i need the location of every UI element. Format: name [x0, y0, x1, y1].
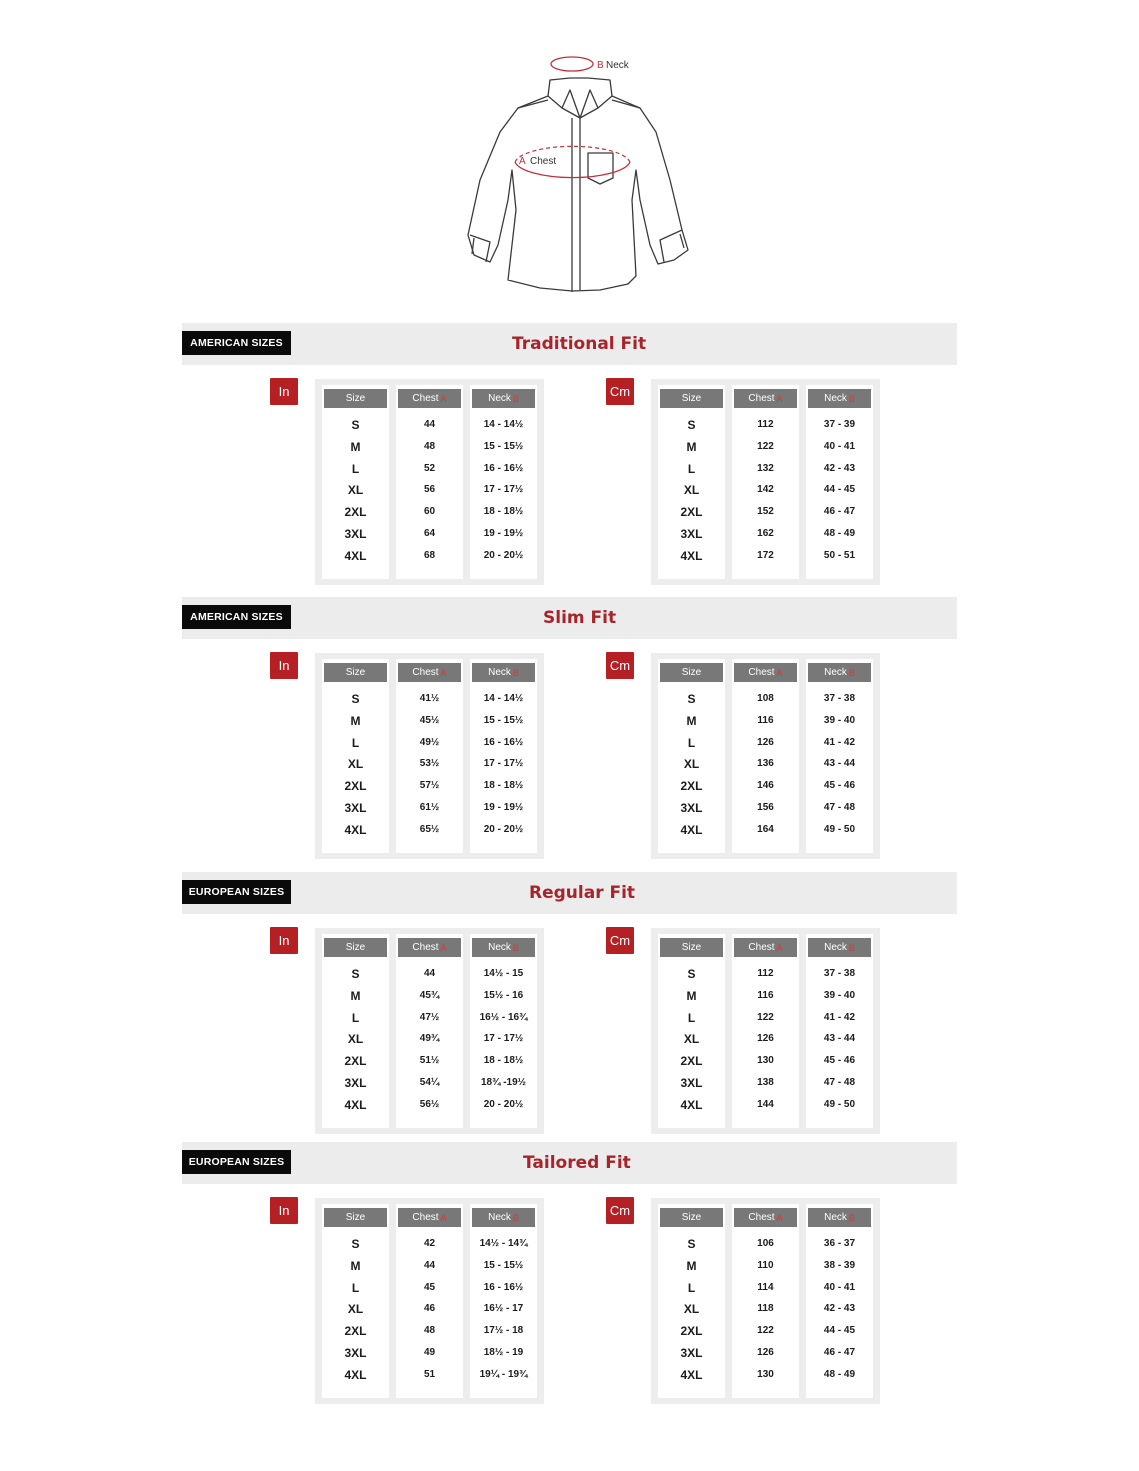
column-size — [322, 934, 389, 1128]
size-table-cm — [651, 653, 880, 859]
table-cell: 65½ — [419, 823, 440, 835]
column-neck — [806, 385, 873, 579]
table-cell: 3XL — [680, 527, 703, 541]
table-cell: 116 — [757, 714, 774, 726]
neck-measure-ellipse — [551, 57, 593, 71]
table-cell: 16½ - 17 — [483, 1303, 524, 1315]
table-cell: 4XL — [344, 1367, 367, 1382]
table-cell: 44 — [423, 968, 436, 979]
table-cell: 2XL — [344, 1324, 367, 1339]
table-cell: 2XL — [344, 505, 367, 520]
table-cell: 38 - 39 — [823, 1259, 856, 1271]
region-tag: AMERICAN SIZES — [182, 605, 291, 629]
region-tag: EUROPEAN SIZES — [182, 1150, 291, 1174]
table-cell: 17 - 17½ — [483, 758, 524, 770]
table-cell: XL — [683, 1032, 700, 1047]
header-marker: B — [848, 942, 855, 953]
table-cell: L — [351, 735, 360, 750]
table-cell: 45½ — [419, 714, 440, 726]
size-table-cm — [651, 379, 880, 585]
header-marker: B — [512, 667, 519, 678]
table-cell: 68 — [423, 549, 436, 561]
table-cell: 172 — [757, 549, 774, 561]
header-marker: B — [848, 393, 855, 404]
table-cell: 15 - 15½ — [483, 1259, 524, 1271]
table-cell: 46 - 47 — [823, 506, 856, 518]
column-header-neck — [472, 663, 535, 682]
column-header-chest — [398, 389, 461, 408]
column-neck — [470, 385, 537, 579]
table-cell: 45¾ — [419, 989, 440, 1001]
table-cell: 122 — [757, 1325, 774, 1337]
table-cell: 48 - 49 — [823, 528, 856, 539]
column-header-chest — [734, 938, 797, 957]
fit-title: Regular Fit — [529, 883, 636, 903]
table-cell: 39 - 40 — [823, 989, 856, 1001]
unit-inches-badge: In — [270, 927, 298, 954]
table-cell: XL — [347, 1302, 364, 1317]
table-cell: 37 - 39 — [823, 419, 856, 430]
column-header-size — [660, 1208, 723, 1227]
table-cell: 50 - 51 — [823, 549, 856, 561]
header-marker: B — [848, 1212, 855, 1223]
table-cell: 44 - 45 — [823, 484, 856, 496]
table-cell: S — [687, 418, 696, 432]
table-cell: 60 — [423, 506, 436, 518]
size-section — [182, 323, 957, 593]
column-header-neck — [472, 1208, 535, 1227]
table-cell: 132 — [757, 462, 774, 474]
table-cell: 18 - 18½ — [483, 780, 524, 792]
table-cell: 40 - 41 — [823, 440, 856, 452]
table-cell: XL — [683, 483, 700, 498]
column-header-size — [660, 938, 723, 957]
table-cell: S — [351, 1237, 360, 1251]
section-banner — [182, 323, 957, 365]
column-header-chest — [734, 663, 797, 682]
table-cell: 122 — [757, 1011, 774, 1023]
table-cell: 116 — [757, 989, 774, 1001]
column-chest — [732, 385, 799, 579]
table-cell: 45 - 46 — [823, 780, 856, 792]
table-cell: 15 - 15½ — [483, 714, 524, 726]
column-size — [658, 659, 725, 853]
table-cell: 14 - 14½ — [483, 693, 524, 704]
header-marker: A — [776, 667, 783, 678]
header-label: Size — [345, 667, 366, 678]
table-cell: 19¼ - 19¾ — [479, 1368, 528, 1380]
table-cell: XL — [347, 1032, 364, 1047]
table-cell: 56½ — [419, 1098, 440, 1110]
column-header-chest — [398, 663, 461, 682]
table-cell: XL — [347, 483, 364, 498]
table-cell: 4XL — [344, 822, 367, 837]
table-cell: 37 - 38 — [823, 693, 856, 704]
neck-letter: B — [597, 60, 604, 71]
column-header-size — [324, 389, 387, 408]
table-cell: 4XL — [680, 1367, 703, 1382]
column-chest — [732, 659, 799, 853]
column-neck — [470, 1204, 537, 1398]
table-cell: 17 - 17½ — [483, 484, 524, 496]
size-table-cm — [651, 1198, 880, 1404]
header-label: Size — [345, 393, 366, 404]
table-cell: 4XL — [680, 548, 703, 563]
size-table-cm — [651, 928, 880, 1134]
table-cell: 49 - 50 — [823, 1098, 856, 1110]
table-cell: 44 — [423, 419, 436, 430]
column-neck — [470, 659, 537, 853]
section-banner — [182, 597, 957, 639]
table-cell: 2XL — [680, 505, 703, 520]
table-cell: 19 - 19½ — [483, 802, 524, 813]
table-cell: 2XL — [680, 1054, 703, 1069]
fit-title: Tailored Fit — [523, 1153, 631, 1173]
table-cell: L — [351, 1280, 360, 1295]
table-cell: 19 - 19½ — [483, 528, 524, 539]
header-marker: A — [440, 393, 447, 404]
table-cell: 106 — [757, 1238, 774, 1249]
table-cell: 3XL — [680, 1346, 703, 1360]
table-cell: 47½ — [419, 1011, 440, 1023]
table-cell: 49 — [423, 1347, 436, 1358]
header-marker: A — [440, 942, 447, 953]
table-cell: 162 — [757, 528, 774, 539]
table-cell: 49½ — [419, 736, 440, 748]
table-cell: 3XL — [680, 801, 703, 815]
header-label: Neck — [488, 667, 511, 678]
table-cell: 15½ - 16 — [483, 989, 524, 1001]
table-cell: 16 - 16½ — [483, 462, 524, 474]
header-label: Chest — [412, 942, 439, 953]
column-header-chest — [398, 1208, 461, 1227]
table-cell: M — [350, 439, 361, 454]
table-cell: 108 — [757, 693, 774, 704]
table-cell: 37 - 38 — [823, 968, 856, 979]
unit-cm-badge: Cm — [606, 927, 634, 954]
header-marker: A — [776, 1212, 783, 1223]
header-marker: B — [848, 667, 855, 678]
header-label: Chest — [748, 393, 775, 404]
unit-inches-badge: In — [270, 652, 298, 679]
column-header-neck — [472, 389, 535, 408]
header-label: Chest — [412, 393, 439, 404]
column-header-size — [660, 663, 723, 682]
column-header-chest — [734, 1208, 797, 1227]
column-neck — [806, 659, 873, 853]
table-cell: 49¾ — [419, 1033, 440, 1045]
table-cell: 3XL — [344, 801, 367, 815]
column-chest — [732, 934, 799, 1128]
header-marker: A — [776, 942, 783, 953]
table-cell: 42 - 43 — [823, 462, 856, 474]
table-cell: 61½ — [419, 802, 440, 813]
table-cell: 14½ - 15 — [483, 968, 524, 979]
table-cell: 44 - 45 — [823, 1325, 856, 1337]
table-cell: XL — [683, 1302, 700, 1317]
table-cell: L — [687, 1010, 696, 1025]
table-cell: 46 - 47 — [823, 1347, 856, 1358]
table-cell: 4XL — [680, 822, 703, 837]
table-cell: M — [686, 1258, 697, 1273]
table-cell: M — [686, 988, 697, 1003]
table-cell: M — [350, 1258, 361, 1273]
header-marker: A — [440, 667, 447, 678]
column-header-neck — [808, 663, 871, 682]
header-label: Chest — [748, 667, 775, 678]
table-cell: 112 — [757, 419, 774, 430]
table-cell: 110 — [757, 1259, 774, 1271]
header-label: Neck — [488, 1212, 511, 1223]
header-label: Size — [681, 667, 702, 678]
header-label: Neck — [824, 667, 847, 678]
table-cell: 136 — [757, 758, 774, 770]
table-cell: 118 — [757, 1303, 774, 1315]
shirt-diagram — [460, 50, 700, 300]
table-cell: 51 — [423, 1368, 436, 1380]
table-cell: 142 — [757, 484, 774, 496]
table-cell: S — [351, 418, 360, 432]
table-cell: 51½ — [419, 1055, 440, 1067]
table-cell: M — [686, 439, 697, 454]
table-cell: 126 — [757, 1347, 774, 1358]
unit-cm-badge: Cm — [606, 652, 634, 679]
table-cell: 41 - 42 — [823, 736, 856, 748]
table-cell: 2XL — [680, 1324, 703, 1339]
table-cell: 14½ - 14¾ — [479, 1238, 528, 1249]
table-cell: 14 - 14½ — [483, 419, 524, 430]
table-cell: 144 — [757, 1098, 774, 1110]
table-cell: 44 — [423, 1259, 436, 1271]
table-cell: 48 — [423, 1325, 436, 1337]
column-chest — [396, 385, 463, 579]
table-cell: 3XL — [344, 1346, 367, 1360]
table-cell: 17½ - 18 — [483, 1325, 524, 1337]
table-cell: S — [687, 692, 696, 706]
table-cell: XL — [683, 757, 700, 772]
header-label: Chest — [748, 942, 775, 953]
column-header-size — [324, 1208, 387, 1227]
column-size — [658, 934, 725, 1128]
table-cell: 46 — [423, 1303, 436, 1315]
table-cell: 36 - 37 — [823, 1238, 856, 1249]
table-cell: 16 - 16½ — [483, 736, 524, 748]
column-chest — [396, 1204, 463, 1398]
table-cell: 4XL — [344, 548, 367, 563]
table-cell: 138 — [757, 1077, 774, 1088]
unit-cm-badge: Cm — [606, 1197, 634, 1224]
size-table-inches — [315, 1198, 544, 1404]
table-cell: 42 - 43 — [823, 1303, 856, 1315]
size-table-inches — [315, 379, 544, 585]
region-tag: AMERICAN SIZES — [182, 331, 291, 355]
table-cell: 53½ — [419, 758, 440, 770]
table-cell: 4XL — [680, 1097, 703, 1112]
table-cell: L — [687, 461, 696, 476]
table-cell: 43 - 44 — [823, 1033, 856, 1045]
table-cell: 64 — [423, 528, 436, 539]
column-header-size — [660, 389, 723, 408]
table-cell: 57½ — [419, 780, 440, 792]
table-cell: 3XL — [344, 527, 367, 541]
table-cell: S — [351, 967, 360, 981]
table-cell: 54¼ — [419, 1077, 440, 1088]
column-header-neck — [808, 938, 871, 957]
size-section — [182, 872, 957, 1142]
table-cell: S — [687, 967, 696, 981]
column-size — [658, 1204, 725, 1398]
size-section — [182, 597, 957, 867]
column-header-neck — [808, 1208, 871, 1227]
chest-label: Chest — [530, 156, 557, 167]
table-cell: 126 — [757, 736, 774, 748]
header-marker: A — [776, 393, 783, 404]
table-cell: 48 - 49 — [823, 1368, 856, 1380]
header-label: Size — [681, 393, 702, 404]
table-cell: 16 - 16½ — [483, 1281, 524, 1293]
size-table-inches — [315, 928, 544, 1134]
table-cell: M — [686, 713, 697, 728]
unit-cm-badge: Cm — [606, 378, 634, 405]
column-chest — [396, 934, 463, 1128]
table-cell: 45 - 46 — [823, 1055, 856, 1067]
chest-letter: A — [519, 156, 526, 167]
column-header-neck — [808, 389, 871, 408]
header-marker: A — [440, 1212, 447, 1223]
header-label: Neck — [488, 942, 511, 953]
table-cell: M — [350, 988, 361, 1003]
column-size — [322, 385, 389, 579]
table-cell: 52 — [423, 462, 436, 474]
header-label: Neck — [488, 393, 511, 404]
table-cell: L — [687, 735, 696, 750]
table-cell: 20 - 20½ — [483, 549, 524, 561]
table-cell: 3XL — [680, 1076, 703, 1090]
table-cell: L — [351, 461, 360, 476]
column-header-size — [324, 663, 387, 682]
table-cell: 130 — [757, 1055, 774, 1067]
neck-label: Neck — [606, 60, 629, 71]
column-header-chest — [734, 389, 797, 408]
column-size — [322, 1204, 389, 1398]
table-cell: 18½ - 19 — [483, 1347, 524, 1358]
header-label: Size — [681, 942, 702, 953]
table-cell: 43 - 44 — [823, 758, 856, 770]
header-label: Neck — [824, 942, 847, 953]
table-cell: 146 — [757, 780, 774, 792]
header-label: Chest — [412, 667, 439, 678]
table-cell: 41 - 42 — [823, 1011, 856, 1023]
column-chest — [732, 1204, 799, 1398]
table-cell: 18¾ -19½ — [480, 1077, 527, 1088]
size-table-inches — [315, 653, 544, 859]
table-cell: 49 - 50 — [823, 823, 856, 835]
table-cell: XL — [347, 757, 364, 772]
unit-inches-badge: In — [270, 1197, 298, 1224]
header-label: Size — [345, 1212, 366, 1223]
table-cell: 2XL — [680, 779, 703, 794]
header-label: Neck — [824, 1212, 847, 1223]
section-banner — [182, 872, 957, 914]
table-cell: 164 — [757, 823, 774, 835]
table-cell: 20 - 20½ — [483, 823, 524, 835]
shirt-outline-icon — [468, 78, 688, 292]
table-cell: 47 - 48 — [823, 802, 856, 813]
table-cell: 15 - 15½ — [483, 440, 524, 452]
table-cell: 40 - 41 — [823, 1281, 856, 1293]
column-header-size — [324, 938, 387, 957]
header-marker: B — [512, 942, 519, 953]
table-cell: S — [687, 1237, 696, 1251]
column-neck — [470, 934, 537, 1128]
column-size — [658, 385, 725, 579]
header-label: Chest — [748, 1212, 775, 1223]
column-neck — [806, 1204, 873, 1398]
table-cell: 41½ — [419, 693, 440, 704]
table-cell: 156 — [757, 802, 774, 813]
table-cell: 2XL — [344, 1054, 367, 1069]
table-cell: 3XL — [344, 1076, 367, 1090]
unit-inches-badge: In — [270, 378, 298, 405]
region-tag: EUROPEAN SIZES — [182, 880, 291, 904]
table-cell: 45 — [423, 1281, 436, 1293]
header-label: Size — [681, 1212, 702, 1223]
table-cell: 42 — [423, 1238, 436, 1249]
section-banner — [182, 1142, 957, 1184]
table-cell: 112 — [757, 968, 774, 979]
table-cell: 56 — [423, 484, 436, 496]
column-header-chest — [398, 938, 461, 957]
fit-title: Slim Fit — [543, 608, 617, 628]
column-chest — [396, 659, 463, 853]
table-cell: 126 — [757, 1033, 774, 1045]
column-header-neck — [472, 938, 535, 957]
table-cell: 18 - 18½ — [483, 1055, 524, 1067]
table-cell: 114 — [757, 1281, 774, 1293]
table-cell: 47 - 48 — [823, 1077, 856, 1088]
table-cell: 18 - 18½ — [483, 506, 524, 518]
table-cell: S — [351, 692, 360, 706]
header-label: Size — [345, 942, 366, 953]
table-cell: 39 - 40 — [823, 714, 856, 726]
table-cell: 2XL — [344, 779, 367, 794]
table-cell: M — [350, 713, 361, 728]
table-cell: L — [351, 1010, 360, 1025]
table-cell: L — [687, 1280, 696, 1295]
header-marker: B — [512, 393, 519, 404]
table-cell: 4XL — [344, 1097, 367, 1112]
table-cell: 122 — [757, 440, 774, 452]
table-cell: 152 — [757, 506, 774, 518]
column-neck — [806, 934, 873, 1128]
table-cell: 48 — [423, 440, 436, 452]
header-label: Neck — [824, 393, 847, 404]
column-size — [322, 659, 389, 853]
fit-title: Traditional Fit — [512, 334, 647, 354]
table-cell: 20 - 20½ — [483, 1098, 524, 1110]
size-section — [182, 1142, 957, 1412]
header-marker: B — [512, 1212, 519, 1223]
table-cell: 130 — [757, 1368, 774, 1380]
table-cell: 17 - 17½ — [483, 1033, 524, 1045]
table-cell: 16½ - 16¾ — [479, 1011, 528, 1023]
header-label: Chest — [412, 1212, 439, 1223]
